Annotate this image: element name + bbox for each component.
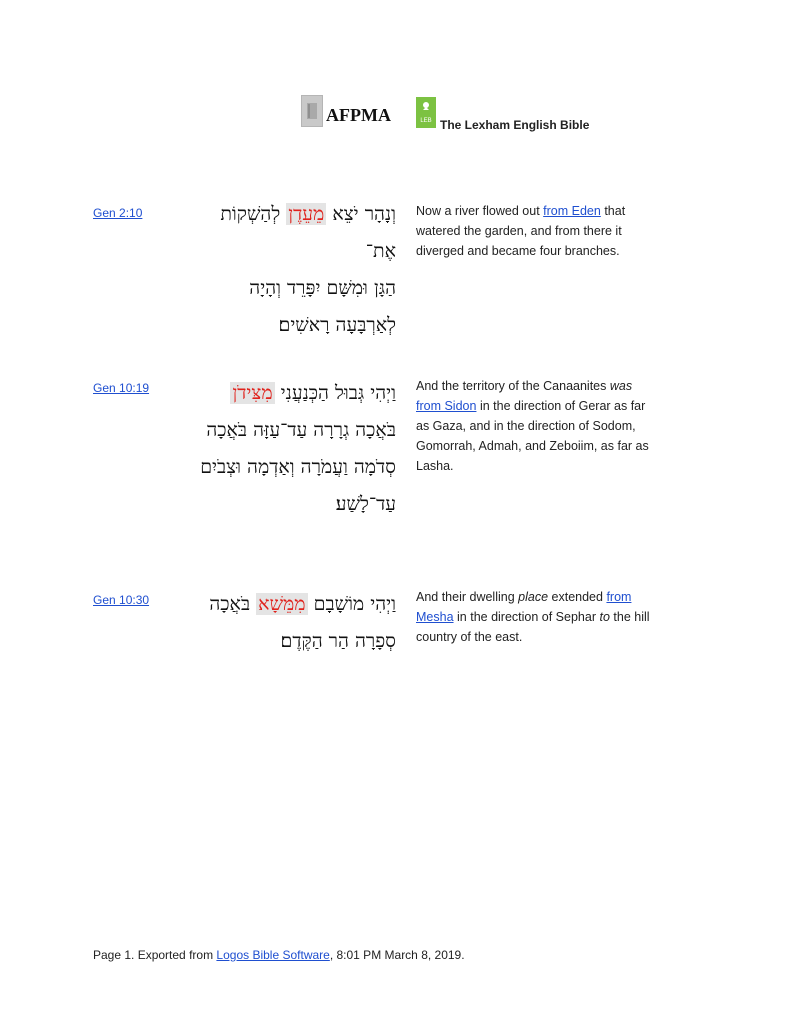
english-link[interactable]: from Sidon — [416, 399, 477, 413]
english-segment: And the territory of the Canaanites — [416, 379, 607, 393]
hebrew-line: סְפָרָה הַר הַקֶּדֶם׃ — [280, 630, 396, 652]
english-segment: Now a river flowed out — [416, 204, 540, 218]
english-link[interactable]: from Mesha — [416, 590, 632, 624]
english-text — [416, 376, 652, 476]
hebrew-line: סְדֹמָה וַעֲמֹרָה וְאַדְמָה וּצְבֹיִם — [200, 456, 396, 478]
leb-icon — [416, 97, 436, 128]
hebrew-segment: לְהַשְׁקוֹת אֶת־ — [220, 203, 396, 262]
hebrew-text — [192, 375, 396, 523]
leb-icon-text: LEB — [420, 118, 432, 124]
afpma-logo-text: AFPMA — [326, 105, 391, 125]
english-text — [416, 201, 652, 261]
bible-title: The Lexham English Bible — [440, 118, 590, 132]
english-italic: to — [599, 610, 610, 624]
english-segment: in the direction of Sephar — [457, 610, 596, 624]
hebrew-text — [192, 586, 396, 660]
hebrew-line: לְאַרְבָּעָה רָאשִׁים׃ — [278, 314, 396, 336]
hebrew-segment: וַיְהִי גְּבוּל הַכְּנַעֲנִי — [280, 382, 396, 404]
english-segment: And their dwelling — [416, 590, 515, 604]
english-italic: place — [518, 590, 549, 604]
hebrew-line — [192, 196, 396, 270]
hebrew-text — [192, 196, 396, 344]
book-icon — [301, 95, 323, 127]
english-link[interactable]: from Eden — [543, 204, 601, 218]
english-segment: in the direction of Gerar as far as Gaza, and in the direction of Sodom, Gomorrah, Admah, and Zeboiim, as far as Lasha. — [416, 399, 649, 473]
footer-prefix: Page 1. Exported from — [93, 948, 214, 962]
hebrew-highlight: מִמֵּשָׁא — [258, 593, 306, 615]
english-segment: the hill country of the east. — [416, 610, 650, 644]
logos-link[interactable]: Logos Bible Software — [216, 948, 330, 962]
hebrew-line: עַד־לָשַׁע׃ — [335, 493, 396, 515]
verse-ref-gen-10-30[interactable]: Gen 10:30 — [93, 593, 150, 607]
hebrew-line: הַגָּן וּמִשָּׁם יִפָּרֵד וְהָיָה — [249, 277, 396, 299]
hebrew-line — [192, 375, 396, 412]
hebrew-line: בֹּאֲכָה גְרָרָה עַד־עַזָּה בֹּאֲכָה — [206, 419, 396, 441]
footer-suffix: , 8:01 PM March 8, 2019. — [329, 948, 465, 962]
verse-ref-gen-2-10[interactable]: Gen 2:10 — [93, 206, 143, 220]
hebrew-segment: וַיְהִי מוֹשָׁבָם — [313, 593, 396, 615]
hebrew-segment: וְנָהָר יֹצֵא — [332, 203, 396, 225]
english-text — [416, 587, 652, 647]
english-segment: that watered the garden, and from there it diverged and became four branches. — [416, 204, 626, 258]
hebrew-highlight: מִצִּידֹן — [232, 382, 273, 404]
hebrew-highlight: מֵעֵדֶן — [288, 203, 325, 225]
english-italic: was — [609, 379, 633, 393]
verse-ref-gen-10-19[interactable]: Gen 10:19 — [93, 381, 150, 395]
hebrew-segment: בֹּאֲכָה — [209, 593, 251, 615]
english-segment: extended — [551, 590, 603, 604]
hebrew-line — [192, 586, 396, 623]
page-footer — [93, 948, 465, 962]
